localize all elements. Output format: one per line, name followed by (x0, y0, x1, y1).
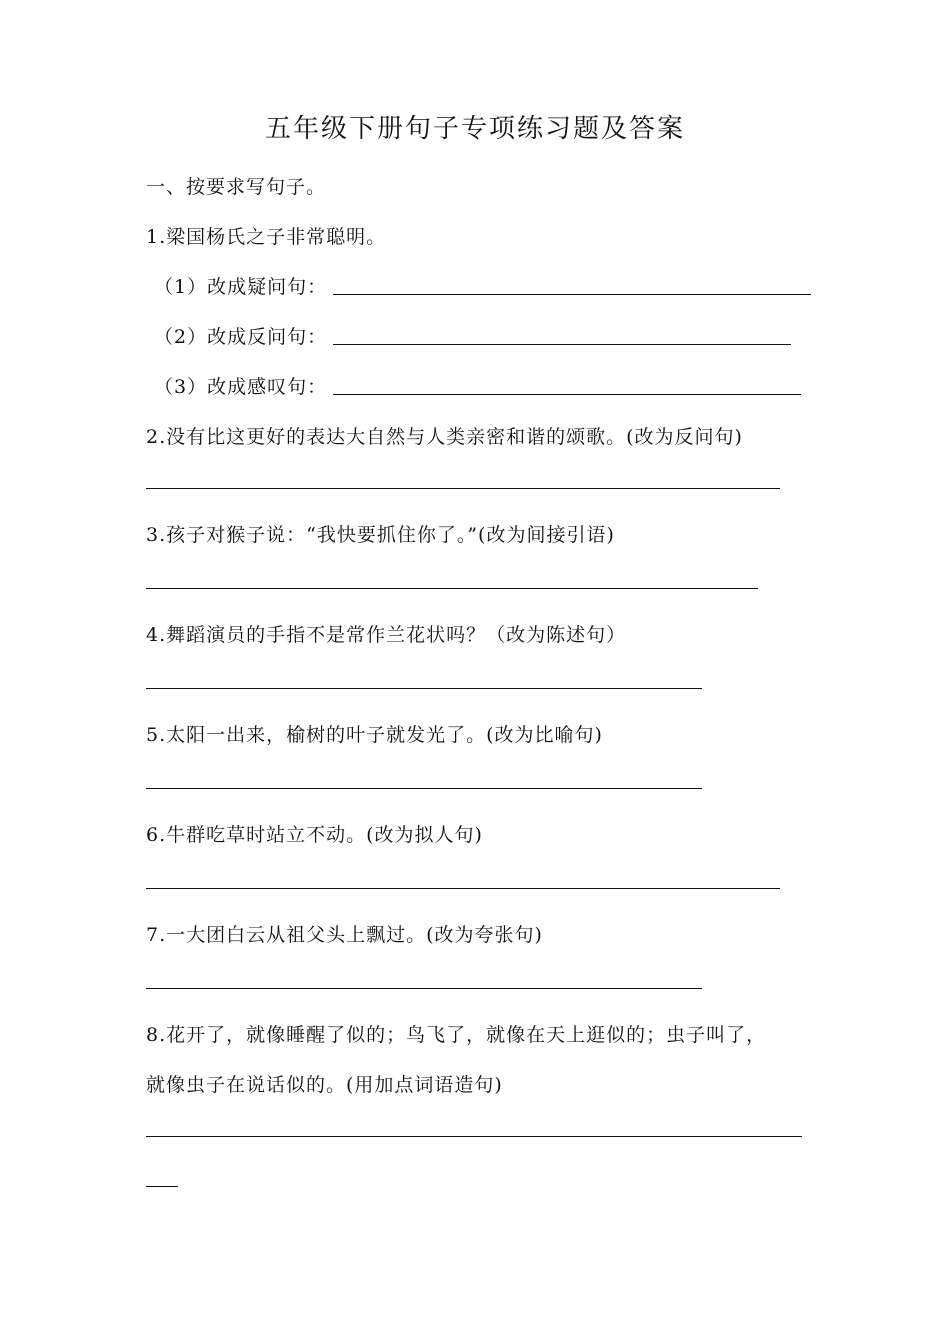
question-1-stem: 1.梁国杨氏之子非常聪明。 (146, 226, 387, 248)
answer-line-8[interactable] (146, 1136, 802, 1137)
part-2-label: （2）改成反问句： (154, 326, 328, 348)
section-heading: 一、按要求写句子。 (146, 176, 327, 198)
question-1-part-1 (154, 272, 811, 299)
question-8-line-1: 8.花开了，就像睡醒了似的；鸟飞了，就像在天上逛似的；虫子叫了， (146, 1024, 767, 1046)
answer-line-7[interactable] (146, 988, 702, 989)
question-6: 6.牛群吃草时站立不动。(改为拟人句) (146, 824, 483, 846)
question-3: 3.孩子对猴子说：“我快要抓住你了。”(改为间接引语) (146, 524, 615, 546)
answer-blank-1-3[interactable] (333, 393, 801, 395)
question-4: 4.舞蹈演员的手指不是常作兰花状吗？（改为陈述句） (146, 624, 627, 646)
question-1-part-2 (154, 322, 791, 349)
part-3-label: （3）改成感叹句： (154, 376, 328, 398)
page-title: 五年级下册句子专项练习题及答案 (264, 114, 685, 144)
answer-line-3[interactable] (146, 588, 758, 589)
answer-line-5[interactable] (146, 788, 702, 789)
answer-line-8-continued[interactable] (146, 1186, 178, 1187)
answer-blank-1-1[interactable] (333, 293, 811, 295)
question-1-part-3 (154, 372, 801, 399)
part-1-label: （1）改成疑问句： (154, 276, 328, 298)
question-7: 7.一大团白云从祖父头上飘过。(改为夸张句) (146, 924, 543, 946)
answer-line-4[interactable] (146, 688, 702, 689)
question-5: 5.太阳一出来，榆树的叶子就发光了。(改为比喻句) (146, 724, 603, 746)
answer-line-6[interactable] (146, 888, 780, 889)
answer-line-2[interactable] (146, 488, 780, 489)
question-2: 2.没有比这更好的表达大自然与人类亲密和谐的颂歌。(改为反问句) (146, 426, 743, 448)
question-8-line-2: 就像虫子在说话似的。(用加点词语造句) (146, 1074, 503, 1096)
answer-blank-1-2[interactable] (333, 343, 791, 345)
